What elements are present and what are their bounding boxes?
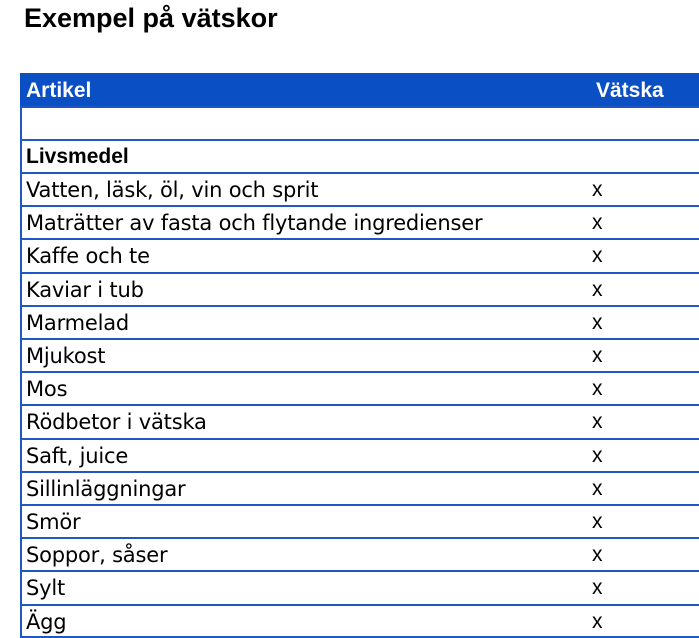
table-row — [20, 305, 699, 338]
table-row — [20, 404, 699, 438]
empty-row — [20, 106, 699, 139]
cell-article: Marmelad — [26, 310, 130, 335]
cell-liquid: x — [592, 476, 603, 500]
cell-article: Vatten, läsk, öl, vin och sprit — [26, 177, 319, 202]
table-row — [20, 438, 699, 471]
section-label: Livsmedel — [26, 144, 129, 168]
table-row — [20, 504, 699, 537]
cell-article: Saft, juice — [26, 443, 129, 468]
cell-article: Maträtter av fasta och flytande ingredienser — [26, 210, 483, 235]
table-row — [20, 205, 699, 238]
table-row — [20, 471, 699, 504]
liquids-table — [20, 73, 699, 638]
cell-article: Smör — [26, 509, 81, 534]
table-row — [20, 537, 699, 570]
table-row — [20, 172, 699, 205]
section-row — [20, 139, 699, 172]
cell-liquid: x — [592, 542, 603, 566]
table-header-row — [20, 73, 699, 106]
cell-liquid: x — [592, 210, 603, 234]
table-row — [20, 238, 699, 272]
cell-article: Mjukost — [26, 343, 106, 368]
cell-liquid: x — [592, 609, 603, 633]
cell-article: Rödbetor i vätska — [26, 410, 207, 434]
cell-liquid: x — [592, 376, 603, 400]
cell-liquid: x — [592, 177, 603, 201]
cell-liquid: x — [592, 343, 603, 367]
cell-article: Sylt — [26, 576, 66, 600]
column-header-liquid: Vätska — [596, 78, 664, 102]
cell-liquid: x — [592, 277, 603, 301]
table-row — [20, 604, 699, 637]
cell-article: Mos — [26, 376, 68, 401]
cell-article: Sillinläggningar — [26, 476, 186, 501]
table-row — [20, 371, 699, 404]
cell-liquid: x — [592, 509, 603, 533]
cell-article: Ägg — [26, 609, 67, 634]
table-row — [20, 272, 699, 305]
cell-liquid: x — [592, 410, 603, 433]
cell-liquid: x — [592, 576, 603, 599]
cell-article: Kaviar i tub — [26, 277, 144, 302]
cell-liquid: x — [592, 443, 603, 467]
column-header-article: Artikel — [26, 78, 92, 102]
table-row — [20, 338, 699, 371]
table-row — [20, 570, 699, 604]
cell-article: Soppor, såser — [26, 542, 168, 567]
cell-article: Kaffe och te — [26, 244, 150, 268]
cell-liquid: x — [592, 244, 603, 267]
page-title: Exempel på vätskor — [24, 3, 278, 33]
cell-liquid: x — [592, 310, 603, 334]
